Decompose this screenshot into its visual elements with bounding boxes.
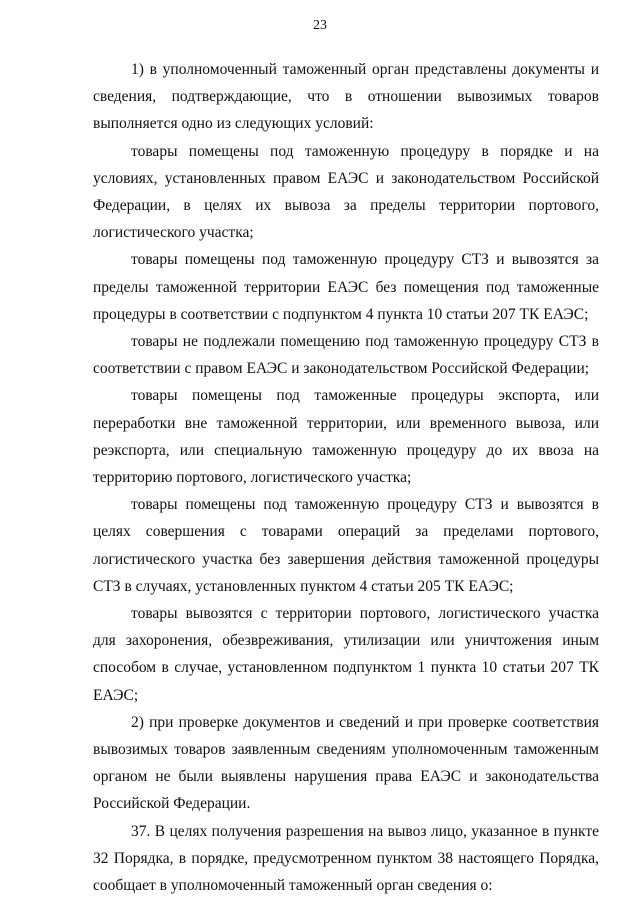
paragraph: товары не подлежали помещению под таможенную процедуру СТЗ в соответствии с правом ЕАЭС и законодательством Российской Федерации; [93,333,599,378]
paragraph: 1) в уполномоченный таможенный орган представлены документы и сведения, подтверждающие, что в отношении вывозимых товаров выполняется одно из следующих условий: [93,61,599,133]
paragraph: 37. В целях получения разрешения на вывоз лицо, указанное в пункте 32 Порядка, в порядке, предусмотренном пунктом 38 настоящего Порядка, сообщает в уполномоченный таможенный орган сведения о: [93,822,599,895]
paragraph: товары помещены под таможенную процедуру в порядке и на условиях, установленных правом ЕАЭС и законодательством Российской Федерации, в целях их вывоза за пределы территории портового, логистического участка; [93,142,599,242]
paragraph: товары вывозятся с территории портового, логистического участка для захоронения, обезвреживания, утилизации или уничтожения иным способом в случае, установленном подпунктом 1 пункта 10 статьи 207 ТК ЕАЭС; [93,605,599,704]
page-number: 23 [313,18,327,33]
paragraph: товары помещены под таможенную процедуру СТЗ и вывозятся за пределы таможенной территории ЕАЭС без помещения под таможенные процедуры в соответствии с подпунктом 4 пункта 10 статьи 207 ТК ЕАЭС; [93,251,599,323]
paragraph: товары помещены под таможенную процедуру СТЗ и вывозятся в целях совершения с товарами операций за пределами портового, логистического участка без завершения действия таможенной процедуры СТЗ в случаях, установленных пунктом 4 статьи 205 ТК ЕАЭС; [93,496,599,595]
paragraph: 2) при проверке документов и сведений и при проверке соответствия вывозимых товаров заявленным сведениям уполномоченным таможенным органом не были выявлены нарушения права ЕАЭС и законодательства Российской Федерации. [93,713,599,813]
document-body [93,56,599,899]
paragraph: товары помещены под таможенные процедуры экспорта, или переработки вне таможенной территории, или временного вывоза, или реэкспорта, или специальную таможенную процедуру до их ввоза на территорию портового, логистического участка; [93,387,599,487]
